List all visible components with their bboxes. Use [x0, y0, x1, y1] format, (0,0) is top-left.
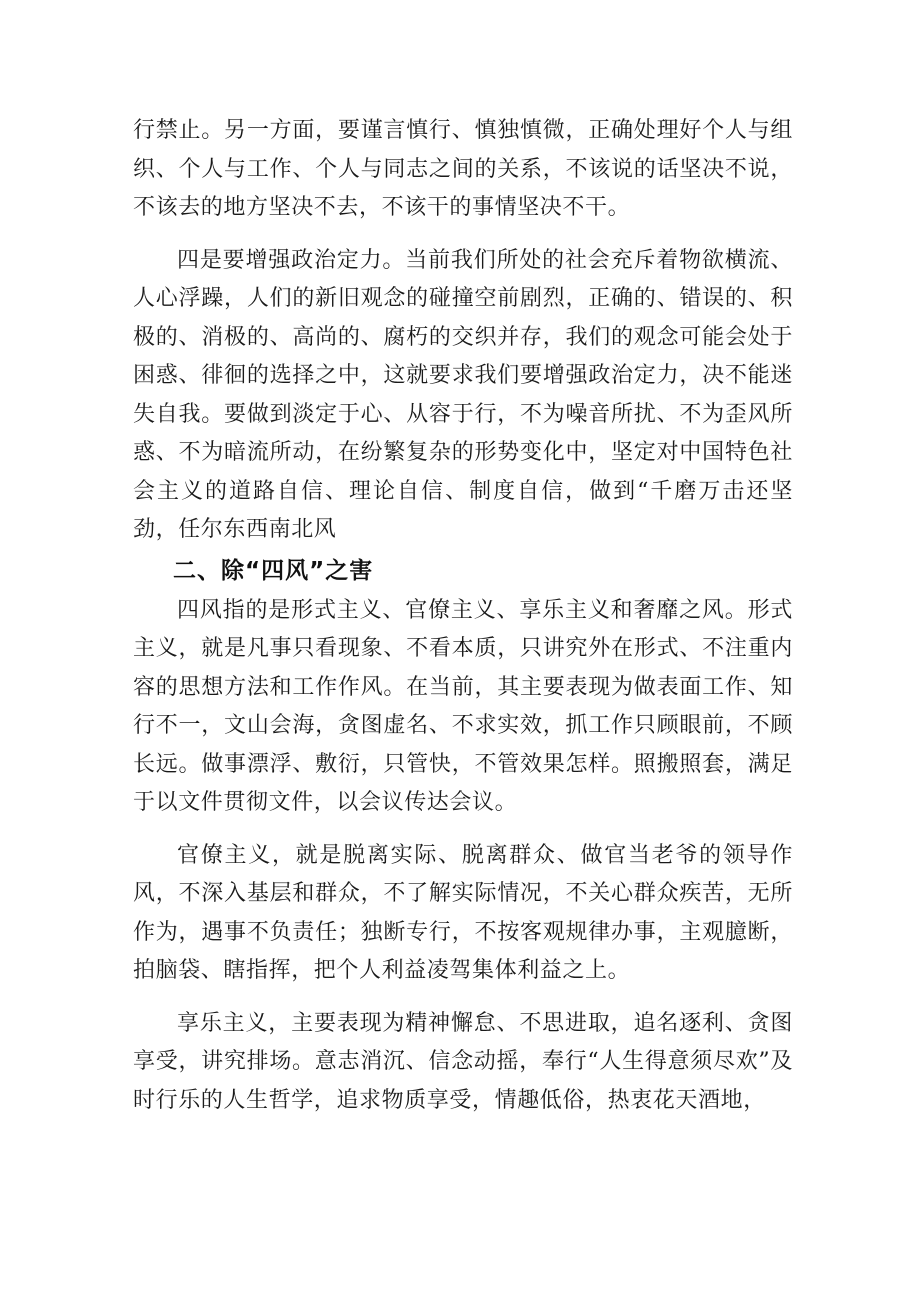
paragraph-four-styles: 四风指的是形式主义、官僚主义、享乐主义和奢靡之风。形式主义，就是凡事只看现象、不看本质，只讲究外在形式、不注重内容的思想方法和工作作风。在当前，其主要表现为做表面工作、知行不一，文山会海，贪图虚名、不求实效，抓工作只顾眼前，不顾长远。做事漂浮、敷衍，只管快，不管效果怎样。照搬照套，满足于以文件贯彻文件，以会议传达会议。	[133, 597, 793, 815]
document-body	[133, 112, 793, 1120]
paragraph-bureaucratism: 官僚主义，就是脱离实际、脱离群众、做官当老爷的领导作风，不深入基层和群众，不了解实际情况，不关心群众疾苦，无所作为，遇事不负责任；独断专行，不按客观规律办事，主观臆断，拍脑袋、瞎指挥，把个人利益凌驾集体利益之上。	[133, 842, 793, 983]
section-heading: 二、除“四风”之害	[173, 557, 374, 584]
paragraph-hedonism: 享乐主义，主要表现为精神懈怠、不思进取，追名逐利、贪图享受，讲究排场。意志消沉、信念动摇，奉行“人生得意须尽欢”及时行乐的人生哲学，追求物质享受，情趣低俗，热衷花天酒地，	[133, 1010, 793, 1113]
paragraph-continuation: 行禁止。另一方面，要谨言慎行、慎独慎微，正确处理好个人与组织、个人与工作、个人与同志之间的关系，不该说的话坚决不说，不该去的地方坚决不去，不该干的事情坚决不干。	[133, 118, 793, 220]
paragraph-political-resolve: 四是要增强政治定力。当前我们所处的社会充斥着物欲横流、人心浮躁，人们的新旧观念的碰撞空前剧烈，正确的、错误的、积极的、消极的、高尚的、腐朽的交织并存，我们的观念可能会处于困惑、徘徊的选择之中，这就要求我们要增强政治定力，决不能迷失自我。要做到淡定于心、从容于行，不为噪音所扰、不为歪风所惑、不为暗流所动，在纷繁复杂的形势变化中，坚定对中国特色社会主义的道路自信、理论自信、制度自信，做到“千磨万击还坚劲，任尔东西南北风	[133, 247, 793, 542]
